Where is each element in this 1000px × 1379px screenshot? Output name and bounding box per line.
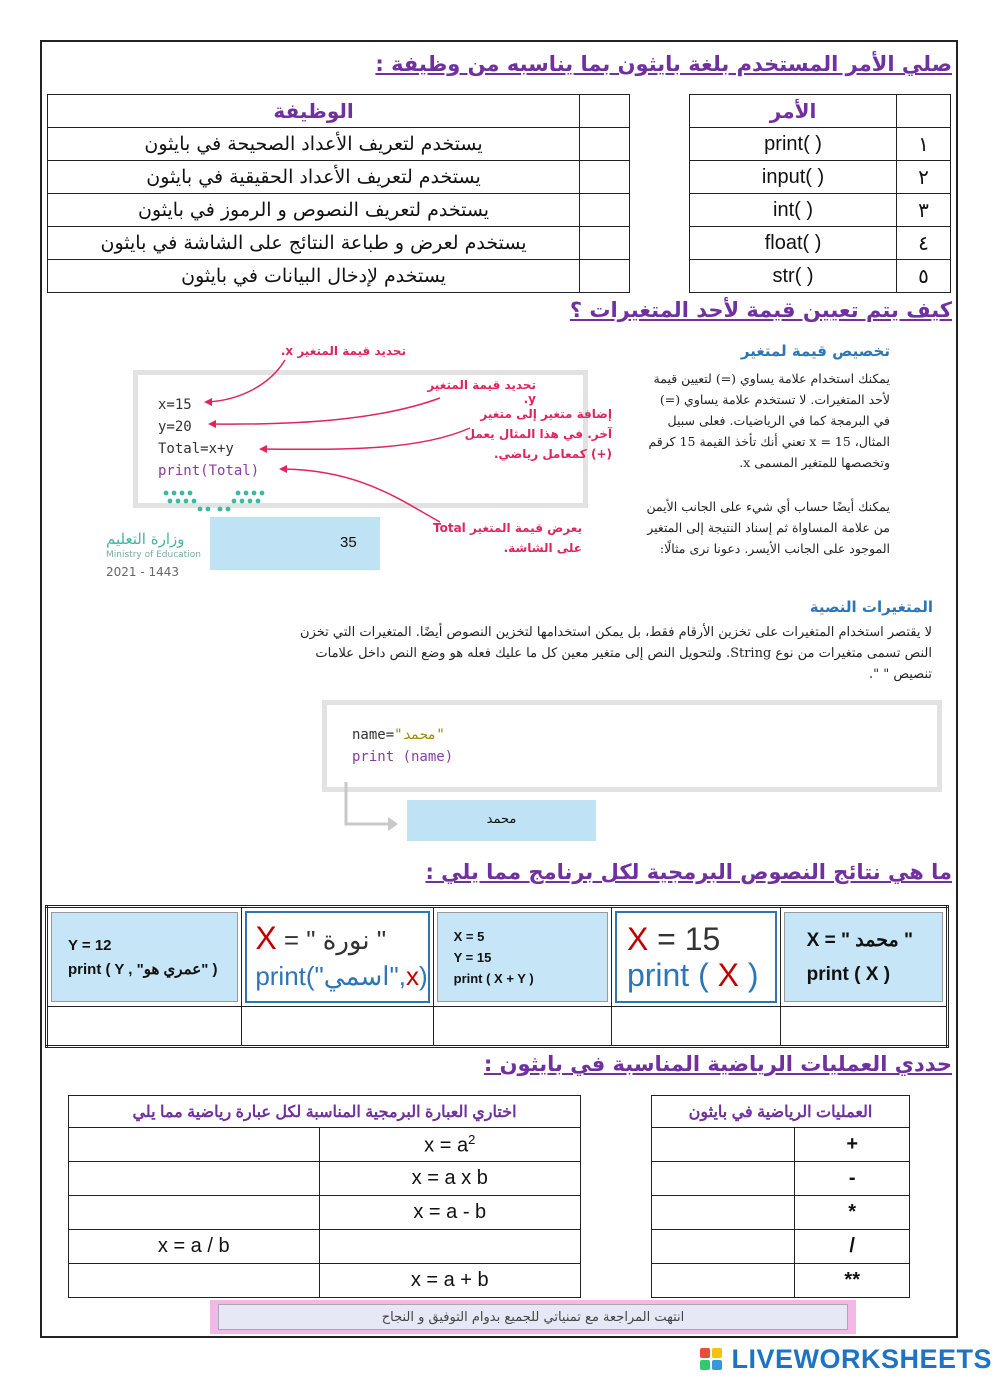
liveworksheets-brand[interactable]: LIVEWORKSHEETS [731, 1344, 992, 1374]
program-4-arg: X [717, 957, 739, 993]
command-cell[interactable]: str( ) [690, 260, 897, 293]
expression-text: x = a - b [319, 1196, 581, 1230]
expression-text: x = a [424, 1134, 469, 1157]
program-2-var: X [255, 920, 277, 956]
operator-symbol: + [795, 1128, 910, 1162]
section1-title: صلي الأمر المستخدم بلغة بايثون بما يناسبه من وظيفة : [375, 52, 952, 76]
operator-symbol: / [795, 1230, 910, 1264]
section3-title: ما هي نتائج النصوص البرمجية لكل برنامج مما يلي : [425, 860, 952, 884]
operator-symbol: ** [795, 1264, 910, 1298]
arrow-print [283, 469, 440, 522]
annotation-arrows [0, 0, 1000, 600]
text-vars-subtitle: المتغيرات النصية [809, 598, 933, 616]
expression-text: x = a x b [319, 1162, 581, 1196]
operator-row [652, 1162, 910, 1196]
command-cell[interactable]: float( ) [690, 227, 897, 260]
code-line: print(Total) [158, 463, 260, 479]
command-cell[interactable]: int( ) [690, 194, 897, 227]
operator-row [652, 1128, 910, 1162]
operator-symbol: - [795, 1162, 910, 1196]
command-number: ٥ [897, 260, 951, 293]
assign-paragraph-2: يمكنك أيضًا حساب أي شيء على الجانب الأيمن من علامة المساواة ثم إسناد النتيجة إلى المتغير الموجود على الجانب الأيسر. دعونا نرى مثالًا: [646, 499, 890, 556]
operator-answer[interactable] [652, 1128, 795, 1162]
logo-arabic: وزارة التعليم [106, 530, 185, 548]
expression-answer[interactable] [69, 1196, 320, 1230]
assign-subtitle: تخصيص قيمة لمتغير [740, 342, 890, 360]
expression-answer[interactable] [69, 1128, 320, 1162]
expression-answer[interactable] [69, 1162, 320, 1196]
text-vars-paragraph: لا يقتصر استخدام المتغيرات على تخزين الأرقام فقط، بل يمكن استخدامها لتخزين النصوص أيضًا. المتغيرات التي تخزن النص تسمى متغيرات من نوع String. ولتحويل النص إلى متغير معين كل ما عليك فعله هو وضع النص داخل علامات تنصيص " ". [300, 625, 932, 682]
footer-text: انتهت المراجعة مع تمنياتي للجميع بدوام التوفيق و النجاح [218, 1304, 848, 1330]
operator-row [652, 1196, 910, 1230]
command-number: ٤ [897, 227, 951, 260]
program-3-line-2: Y = 15 [453, 949, 492, 965]
code-name-assign: name= [352, 727, 395, 743]
expression-superscript: 2 [468, 1131, 476, 1147]
operator-answer[interactable] [652, 1264, 795, 1298]
program-4-print: print ( [626, 957, 718, 993]
operator-answer[interactable] [652, 1230, 795, 1264]
annotation-add: إضافة متغير إلى متغير آخر. في هذا المثال يعمل (+) كمعامل رياضي. [464, 407, 612, 461]
answer-input-program-5[interactable] [780, 1007, 947, 1047]
code-print-line: print (name) [352, 749, 454, 765]
function-description: يستخدم لتعريف الأعداد الصحيحة في بايثون [48, 128, 580, 161]
answer-input-program-1[interactable] [47, 1007, 242, 1047]
program-2-close: ) [418, 961, 428, 991]
program-2-print: print("اسمي", [255, 961, 406, 991]
liveworksheets-logo-icon [700, 1348, 722, 1370]
arrow-x [208, 360, 285, 402]
expressions-header: اختاري العبارة البرمجية المناسبة لكل عبارة رياضية مما يلي [69, 1096, 581, 1128]
code-line: x=15 [158, 397, 192, 413]
program-5 [784, 912, 943, 1002]
operators-table [651, 1095, 910, 1298]
assign-paragraph-1: يمكنك استخدام علامة يساوي (=) لتعيين قيمة لأحد المتغيرات. لا تستخدم علامة يساوي (=) في البرمجة كما في الرياضيات. فعلى سبيل المثال، x = 15 تعني أنك تأخذ القيمة 15 كرقم وتخصصها للمتغير المسمى x. [648, 371, 890, 470]
function-description: يستخدم لتعريف الأعداد الحقيقية في بايثون [48, 161, 580, 194]
command-number: ٣ [897, 194, 951, 227]
section2-title: كيف يتم تعيين قيمة لأحد المتغيرات ؟ [569, 298, 952, 322]
program-3-line-1: X = 5 [453, 928, 485, 944]
function-description: يستخدم لإدخال البيانات في بايثون [48, 260, 580, 293]
footer-banner [210, 1300, 856, 1334]
program-5-line-1: X = " محمد " [806, 929, 913, 951]
program-4-value: = 15 [648, 921, 721, 957]
command-cell[interactable]: print( ) [690, 128, 897, 161]
section4-title: حددي العمليات الرياضية المناسبة في بايثون : [483, 1052, 952, 1076]
expression-row [69, 1128, 581, 1162]
command-number: ١ [897, 128, 951, 161]
expression-answer[interactable]: x = a / b [69, 1230, 320, 1264]
command-number: ٢ [897, 161, 951, 194]
program-5-line-2: print ( X ) [806, 963, 891, 985]
output-value: 35 [340, 534, 357, 551]
arrow-y [212, 398, 440, 424]
function-description: يستخدم لعرض و طباعة النتائج على الشاشة في بايثون [48, 227, 580, 260]
program-4-var: X [626, 921, 649, 957]
operator-answer[interactable] [652, 1196, 795, 1230]
operator-row [652, 1264, 910, 1298]
operator-answer[interactable] [652, 1162, 795, 1196]
program-2-value: = " نورة " [276, 925, 387, 955]
expressions-table [68, 1095, 581, 1298]
program-3 [437, 912, 608, 1002]
expression-row [69, 1264, 581, 1298]
program-4-close: ) [738, 957, 759, 993]
code-block-2 [352, 724, 453, 768]
program-1 [51, 912, 238, 1002]
function-header: الوظيفة [48, 95, 580, 128]
program-3-line-3: print ( X + Y ) [453, 970, 534, 986]
expression-row [69, 1162, 581, 1196]
code-line: y=20 [158, 419, 192, 435]
annotation-print: يعرض قيمة المتغير Total على الشاشة. [433, 521, 582, 555]
function-description: يستخدم لتعريف النصوص و الرموز في بايثون [48, 194, 580, 227]
expression-text[interactable] [319, 1230, 581, 1264]
program-1-line-1: Y = 12 [68, 936, 112, 954]
command-header: الأمر [690, 95, 897, 128]
annotation-y: تحديد قيمة المتغير y. [427, 378, 536, 406]
output-value-2: محمد [486, 812, 517, 827]
annotation-x: تحديد قيمة المتغير x. [280, 344, 406, 358]
code-string-value: "محمد" [394, 727, 445, 743]
output-arrow-icon [336, 782, 406, 832]
program-2 [245, 911, 429, 1003]
ministry-logo-icon [160, 488, 272, 518]
program-1-line-2: print ( Y , "عمري هو" ) [68, 960, 218, 978]
operator-row [652, 1230, 910, 1264]
answer-input-program-3[interactable] [433, 1007, 611, 1047]
code-line: Total=x+y [158, 441, 234, 457]
expression-text: x = a + b [319, 1264, 581, 1298]
program-2-arg: x [405, 961, 419, 991]
logo-english: Ministry of Education [106, 550, 201, 560]
operator-symbol: * [795, 1196, 910, 1230]
answer-input-program-4[interactable] [611, 1007, 780, 1047]
logo-year: 2021 - 1443 [106, 565, 180, 579]
answer-input-program-2[interactable] [242, 1007, 433, 1047]
expression-row [69, 1196, 581, 1230]
expression-cell [319, 1128, 581, 1162]
expression-row [69, 1230, 581, 1264]
arrow-total [263, 428, 470, 449]
expression-answer[interactable] [69, 1264, 320, 1298]
command-cell[interactable]: input( ) [690, 161, 897, 194]
program-4 [615, 911, 777, 1003]
operators-header: العمليات الرياضية في بايثون [652, 1096, 910, 1128]
programs-table [45, 905, 949, 1048]
